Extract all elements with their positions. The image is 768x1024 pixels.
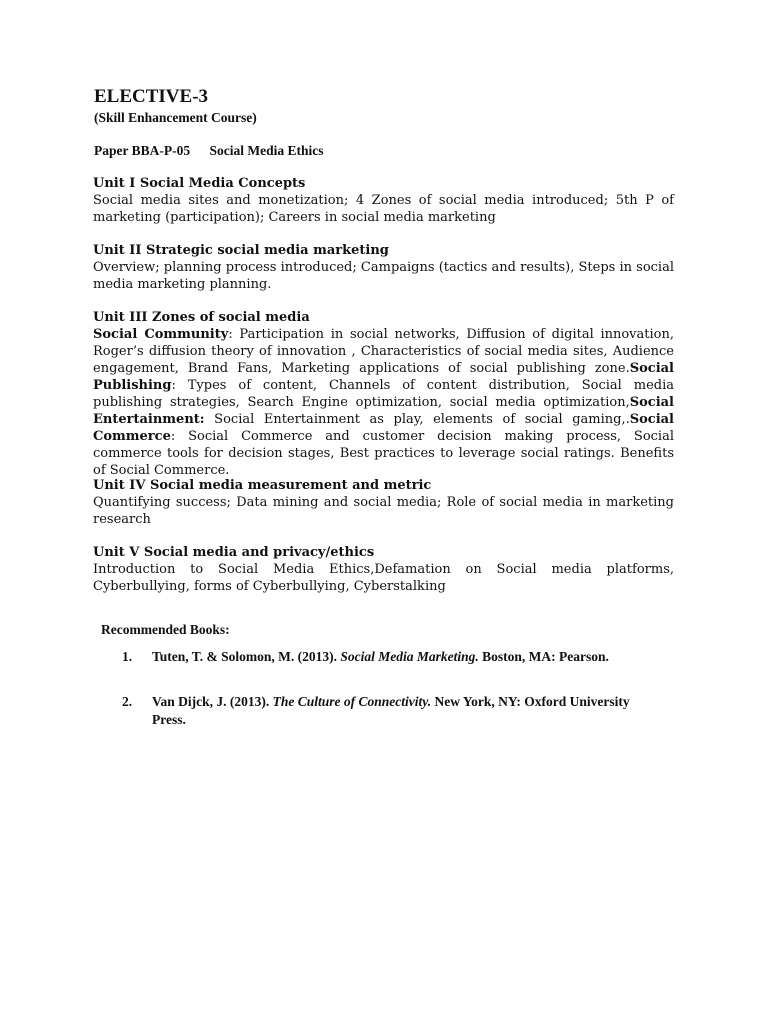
unit-body: Social media sites and monetization; 4 Zones of social media introduced; 5th P of marketing (participation); Careers in social media marketing (93, 193, 674, 225)
book-reference (152, 648, 652, 666)
book-publisher: New York, NY: Oxford University Press. (152, 694, 630, 727)
social-publishing-label: Social Publishing (93, 361, 674, 393)
unit-heading: Unit II Strategic social media marketing (93, 243, 389, 258)
paper-code: Paper BBA-P-05 (94, 143, 191, 158)
paper-name: Social Media Ethics (209, 143, 324, 158)
unit-1 (93, 175, 674, 226)
paper-line (94, 143, 324, 159)
unit-body: Overview; planning process introduced; Campaigns (tactics and results), Steps in social media marketing planning. (93, 260, 674, 292)
unit-body: Introduction to Social Media Ethics,Defamation on Social media platforms, Cyberbullying, forms of Cyberbullying, Cyberstalking (93, 562, 674, 594)
book-reference (152, 693, 652, 729)
unit-2 (93, 242, 674, 293)
unit-body (93, 326, 674, 479)
page-subtitle: (Skill Enhancement Course) (94, 110, 257, 125)
unit-3 (93, 309, 674, 479)
unit-5 (93, 544, 674, 595)
social-community-label: Social Community (93, 327, 229, 342)
social-commerce-label: Social Commerce (93, 412, 674, 444)
book-author: Van Dijck, J. (2013). (152, 694, 273, 709)
page-title: ELECTIVE-3 (94, 86, 209, 107)
unit-heading: Unit IV Social media measurement and metric (93, 478, 432, 493)
social-community-text: : Participation in social networks, Diffusion of digital innovation, Roger’s diffusion theory of innovation , Characteristics of social media sites, Audience engagement, Brand Fans, Marketing applications of social publishing zone. (93, 327, 674, 376)
unit-heading: Unit III Zones of social media (93, 310, 310, 325)
unit-heading: Unit I Social Media Concepts (93, 176, 306, 191)
books-heading: Recommended Books: (101, 622, 230, 637)
book-title: Social Media Marketing. (340, 649, 479, 664)
social-entertainment-text: Social Entertainment as play, elements of social gaming,. (204, 412, 630, 427)
book-title: The Culture of Connectivity. (272, 694, 432, 709)
book-publisher: Boston, MA: Pearson. (478, 649, 609, 664)
social-publishing-text: : Types of content, Channels of content distribution, Social media publishing strategies, Search Engine optimization, social media optimization, (93, 378, 674, 410)
unit-4 (93, 477, 674, 528)
book-number: 1. (122, 649, 133, 664)
social-commerce-text: : Social Commerce and customer decision making process, Social commerce tools for decision stages, Best practices to leverage social ratings. Benefits of Social Commerce. (93, 429, 674, 478)
book-author: Tuten, T. & Solomon, M. (2013). (152, 649, 341, 664)
unit-body: Quantifying success; Data mining and social media; Role of social media in marketing research (93, 495, 674, 527)
book-number: 2. (122, 694, 133, 709)
social-entertainment-label: Social Entertainment: (93, 395, 674, 427)
unit-heading: Unit V Social media and privacy/ethics (93, 545, 375, 560)
